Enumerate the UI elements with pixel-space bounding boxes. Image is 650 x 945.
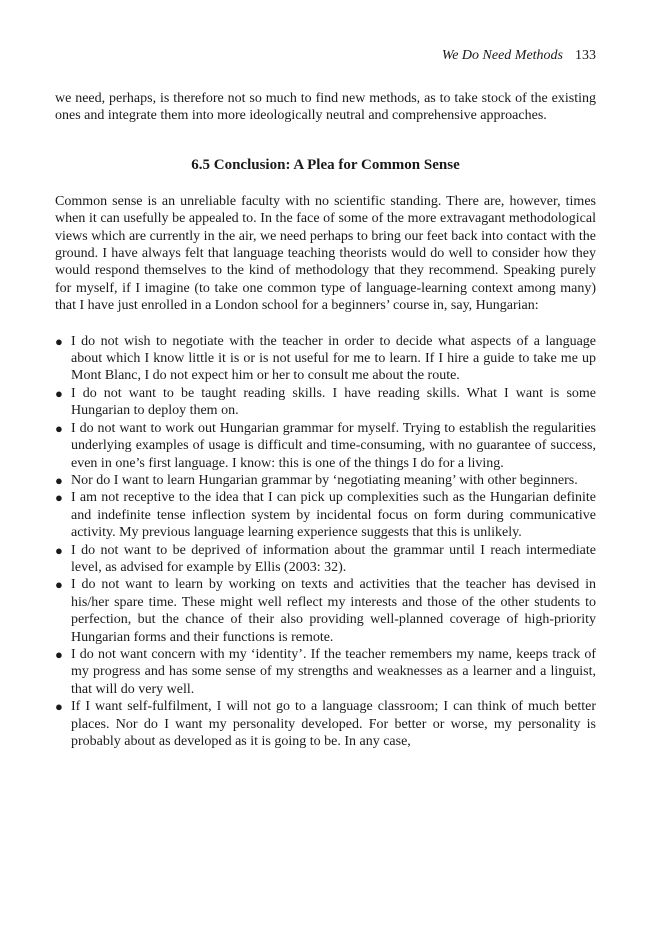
page-number: 133 xyxy=(575,48,596,63)
running-header xyxy=(55,46,596,66)
bullet-text: If I want self-fulfilment, I will not go to a language classroom; I can think of much better places. Nor do I want my personality developed. For better or worse, my personality is probably about as developed as it is going to be. In any case, xyxy=(71,699,596,749)
bullet-list xyxy=(55,333,596,751)
book-page xyxy=(55,46,596,750)
bullet-icon: ● xyxy=(55,490,63,506)
bullet-text: I do not want to work out Hungarian grammar for myself. Trying to establish the regularities underlying examples of usage is difficult and time-consuming, with no guarantee of success, even in one’s first language. I know: this is one of the things I do for a living. xyxy=(71,420,596,471)
bullet-item xyxy=(55,542,596,577)
bullet-text: I do not want to learn by working on texts and activities that the teacher has devised in his/her spare time. These might well reflect my interests and those of the other students to perfection, but the chance of their also providing well-planned coverage of high-priority Hungarian forms and their functions is remote. xyxy=(71,577,596,645)
bullet-icon: ● xyxy=(55,577,63,593)
bullet-icon: ● xyxy=(55,472,63,488)
opening-paragraph: we need, perhaps, is therefore not so much to find new methods, as to take stock of the existing ones and integrate them into more ideologically neutral and comprehensive approaches. xyxy=(55,91,596,124)
section-heading: 6.5 Conclusion: A Plea for Common Sense xyxy=(191,156,460,173)
bullet-text: I do not want to be deprived of information about the grammar until I reach intermediate level, as advised for example by Ellis (2003: 32). xyxy=(71,542,596,575)
bullet-item xyxy=(55,420,596,472)
bullet-icon: ● xyxy=(55,542,63,558)
bullet-text: Nor do I want to learn Hungarian grammar by ‘negotiating meaning’ with other beginners. xyxy=(71,472,578,488)
bullet-item xyxy=(55,489,596,541)
running-title: We Do Need Methods xyxy=(441,48,563,63)
bullet-text: I do not want concern with my ‘identity’. If the teacher remembers my name, keeps track of my progress and has some sense of my strengths and weaknesses as a learner and a linguist, that will do very well. xyxy=(71,646,596,697)
bullet-text: I do not want to be taught reading skills. I have reading skills. What I want is some Hungarian to deploy them on. xyxy=(71,385,596,419)
bullet-text: I do not wish to negotiate with the teacher in order to decide what aspects of a language about which I know little it is or is not useful for me to learn. If I hire a guide to take me up Mont Blanc, I do not expect him or her to consult me about the route. xyxy=(71,333,596,384)
bullet-item xyxy=(55,385,596,420)
bullet-icon: ● xyxy=(55,333,63,349)
bullet-icon: ● xyxy=(55,420,63,436)
bullet-icon: ● xyxy=(55,385,63,401)
section-paragraph: Common sense is an unreliable faculty with no scientific standing. There are, however, times when it can usefully be appealed to. In the face of some of the more extravagant methodological views which are currently in the air, we need perhaps to bring our feet back into contact with the ground. I have always felt that language teaching theorists would do well to consider how they would respond themselves to the kind of methodology that they recommend. Speaking purely for myself, if I imagine (to take one common type of language-learning context among many) that I have just enrolled in a London school for a beginners’ course in, say, Hungarian: xyxy=(55,193,596,314)
bullet-item xyxy=(55,646,596,698)
bullet-item xyxy=(55,698,596,750)
bullet-icon: ● xyxy=(55,699,63,715)
bullet-item xyxy=(55,472,596,489)
bullet-text: I am not receptive to the idea that I can pick up complexities such as the Hungarian definite and indefinite tense inflection system by incidental focus on form during communicative activity. My previous language learning experience suggests that this is unlikely. xyxy=(71,490,596,541)
bullet-item xyxy=(55,576,596,646)
bullet-item xyxy=(55,333,596,385)
bullet-icon: ● xyxy=(55,646,63,662)
